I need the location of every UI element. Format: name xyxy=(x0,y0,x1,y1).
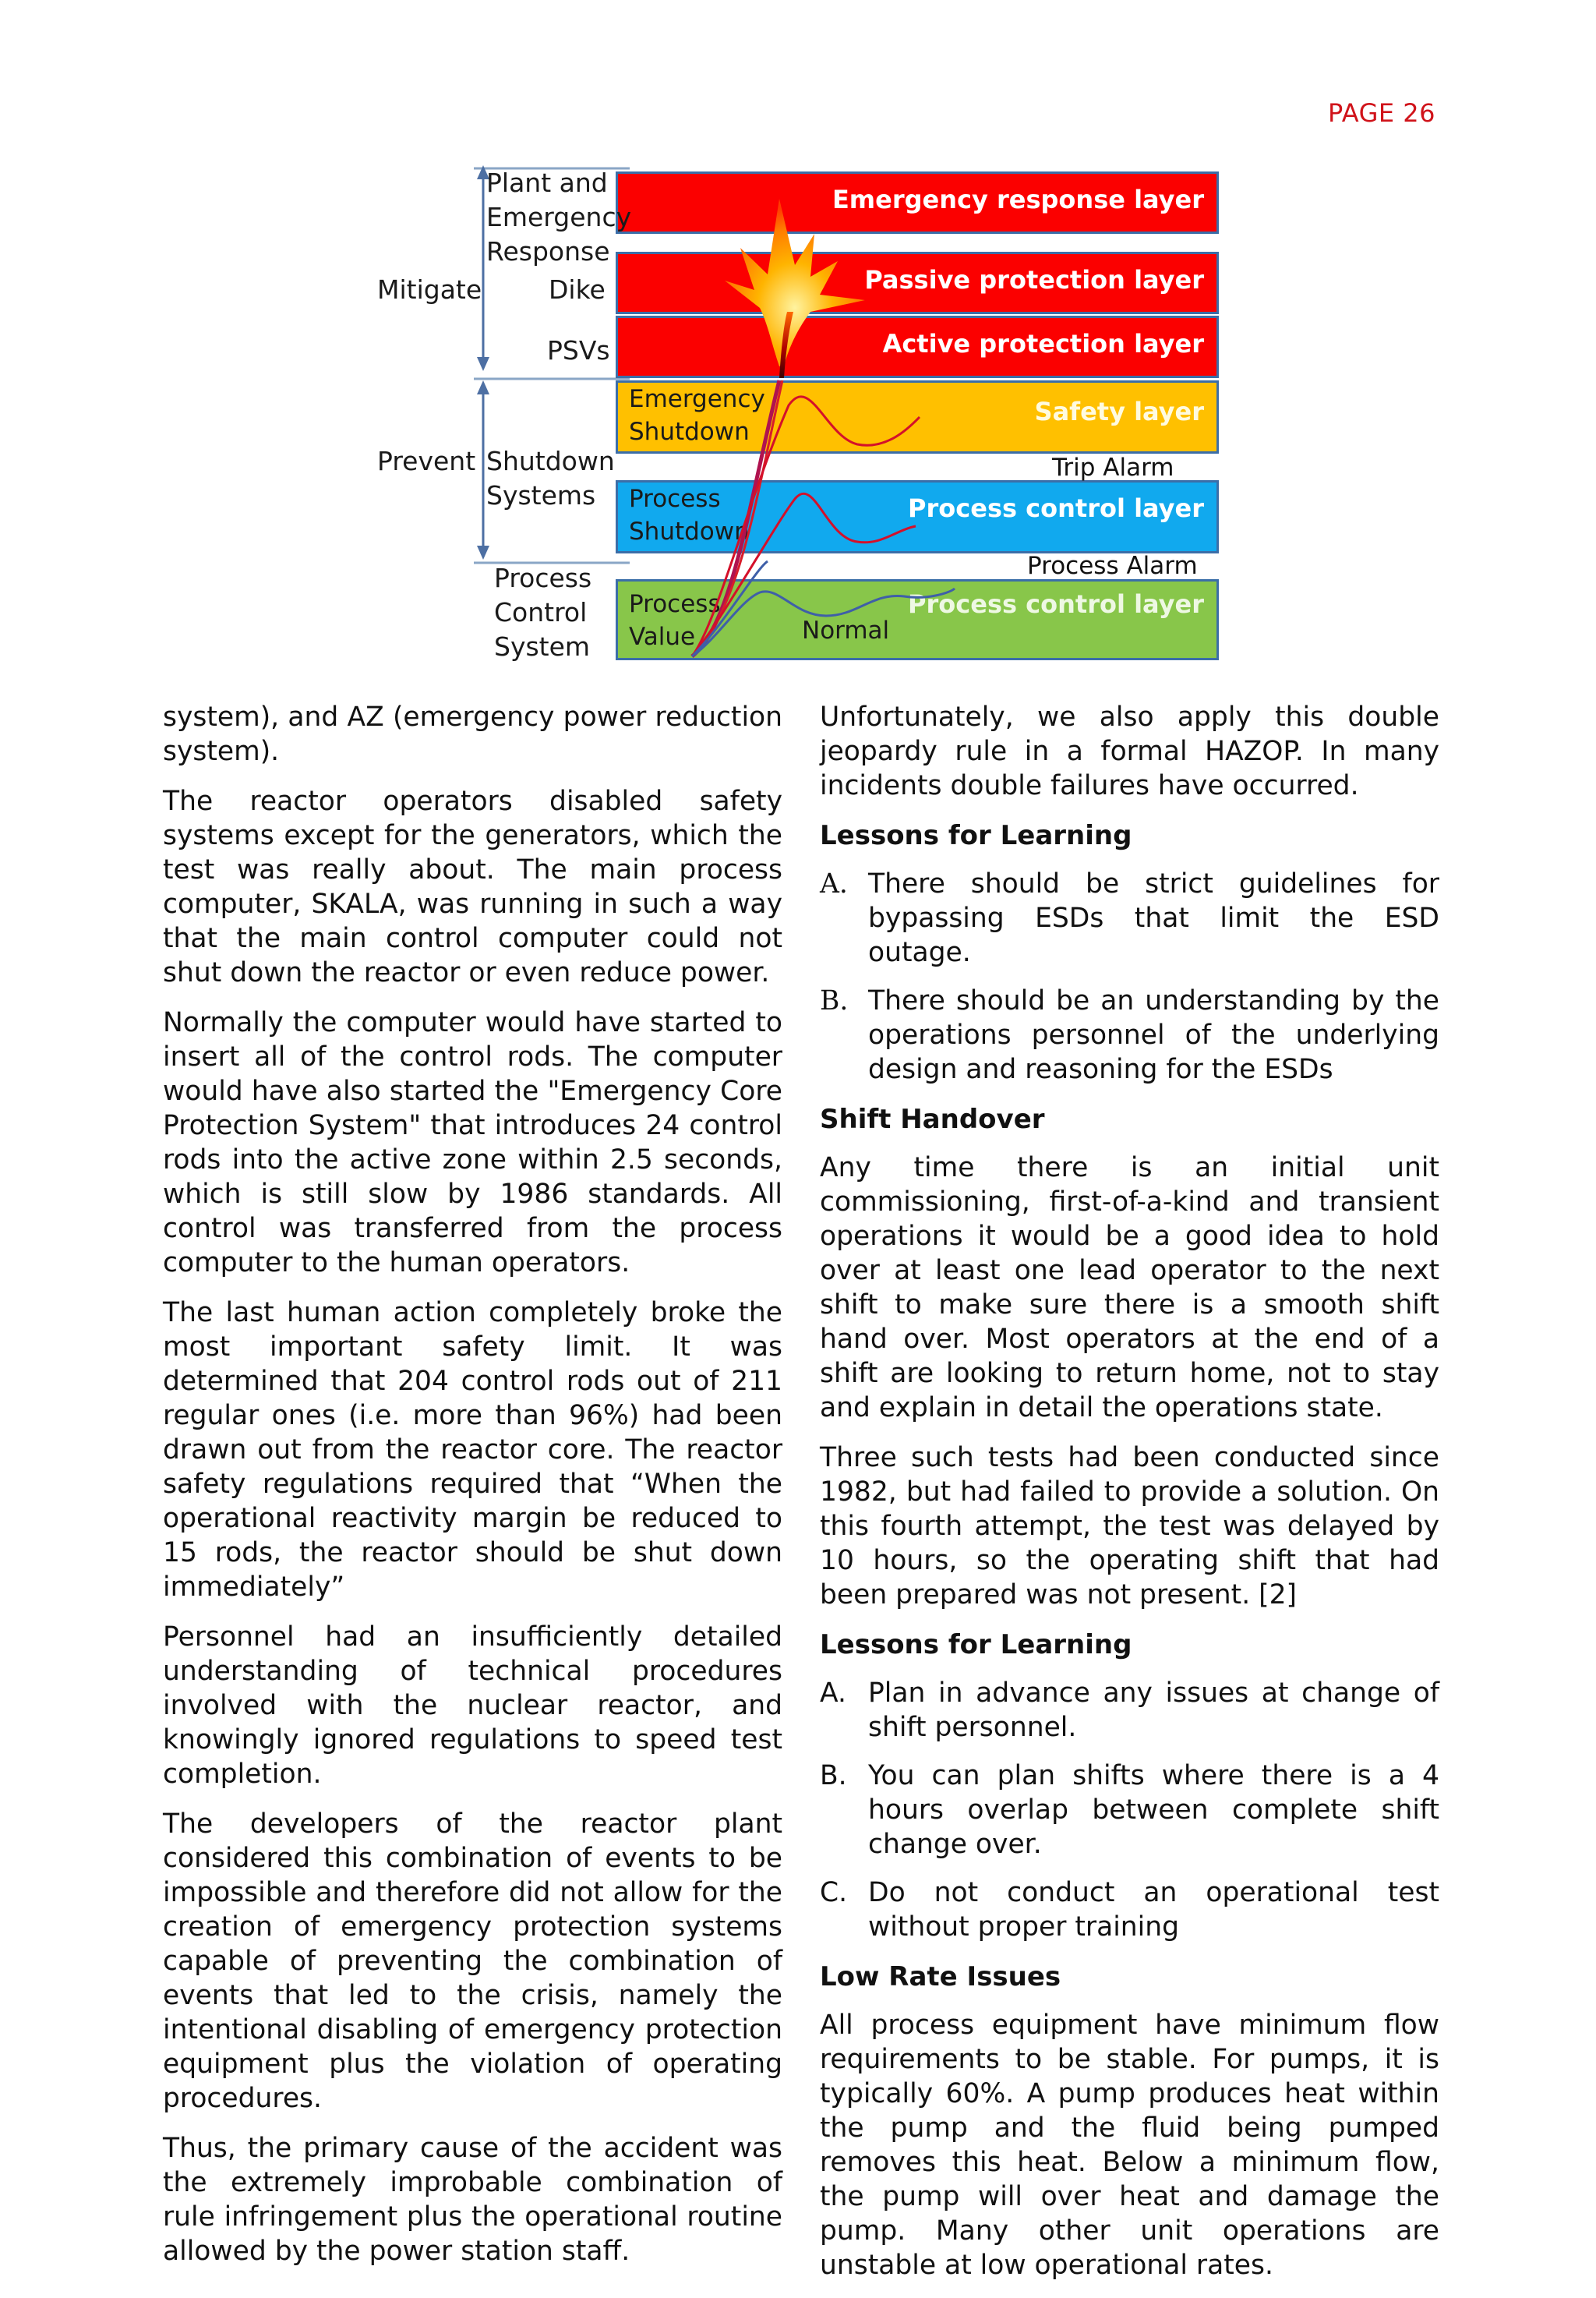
list-item: B. You can plan shifts where there is a 4 hours overlap between complete shift change over. xyxy=(820,1760,1439,1860)
paragraph: Thus, the primary cause of the accident was the extremely improbable combination of rule infringement plus the operational routine allowed by the power station staff. xyxy=(163,2133,782,2267)
emergency-shutdown-label: Emergency Shutdown xyxy=(629,385,765,446)
list-item: A. Plan in advance any issues at change of shift personnel. xyxy=(820,1678,1439,1743)
process-control-system-label: Process Control System xyxy=(494,563,592,662)
paragraph: All process equipment have minimum flow requirements to be stable. For pumps, it is typically 60%. A pump produces heat within the pump and the fluid being pumped removes this heat. Below a minimum flow, the pump will over heat and damage the pump. Many other unit operations are unstable at low operational rates. xyxy=(820,2010,1439,2281)
paragraph: Three such tests had been conducted since 1982, but had failed to provide a solution. On this fourth attempt, the test was delayed by 10 hours, so the operating shift that had been prepared was not present. [2] xyxy=(820,1442,1439,1610)
lessons-list-1 xyxy=(820,867,1439,1087)
paragraph: Personnel had an insufficiently detailed understanding of technical procedures involved with the nuclear reactor, and knowingly ignored regulations to speed test completion. xyxy=(163,1621,782,1790)
section-heading: Shift Handover xyxy=(820,1104,1045,1135)
psvs-label: PSVs xyxy=(547,335,610,366)
process-control-layer-label-1: Process control layer xyxy=(908,493,1204,523)
passive-protection-layer-label: Passive protection layer xyxy=(864,265,1204,295)
right-column xyxy=(820,700,1439,2298)
paragraph: Unfortunately, we also apply this double jeopardy rule in a formal HAZOP. In many incidents double failures have occurred. xyxy=(820,702,1439,801)
list-item: B. There should be an understanding by the operations personnel of the underlying design and reasoning for the ESDs xyxy=(820,985,1439,1085)
process-control-layer-label-2: Process control layer xyxy=(908,589,1204,619)
left-column xyxy=(163,700,782,2284)
normal-label: Normal xyxy=(802,617,890,645)
paragraph: The developers of the reactor plant considered this combination of events to be impossible and therefore did not allow for the creation of emergency protection systems capable of preventing the combination of events that led to the crisis, namely the intentional disabling of emergency protection equipment plus the violation of operating procedures. xyxy=(163,1808,782,2114)
plant-emergency-response-label: Plant and Emergency Response xyxy=(486,168,632,267)
layers-of-protection-diagram xyxy=(0,0,1596,686)
section-heading: Lessons for Learning xyxy=(820,1629,1132,1660)
safety-layer-label: Safety layer xyxy=(1034,397,1204,426)
section-heading: Low Rate Issues xyxy=(820,1961,1061,1992)
lessons-list-2 xyxy=(820,1676,1439,1944)
section-heading: Lessons for Learning xyxy=(820,820,1132,851)
paragraph: system), and AZ (emergency power reduction system). xyxy=(163,702,782,767)
process-value-label: Process Value xyxy=(629,590,721,651)
dike-label: Dike xyxy=(549,274,606,305)
paragraph: Normally the computer would have started to insert all of the control rods. The computer would have also started the "Emergency Core Protection System" that introduces 24 control rods into the active zone within 2.5 seconds, which is still slow by 1986 standards. All control was transferred from the process computer to the human operators. xyxy=(163,1007,782,1278)
process-alarm-label: Process Alarm xyxy=(1027,552,1198,580)
trip-alarm-label: Trip Alarm xyxy=(1052,454,1174,482)
process-shutdown-label: Process Shutdown xyxy=(629,485,750,546)
diagram-curves xyxy=(0,0,1596,686)
shutdown-systems-label: Shutdown Systems xyxy=(486,446,615,511)
emergency-response-layer-label: Emergency response layer xyxy=(832,185,1204,214)
page-number: PAGE 26 xyxy=(1328,98,1435,128)
paragraph: The last human action completely broke the most important safety limit. It was determined that 204 control rods out of 211 regular ones (i.e. more than 96%) had been drawn out from the reactor core. The reactor safety regulations required that “When the operational reactivity margin be reduced to 15 rods, the reactor should be shut down immediately” xyxy=(163,1297,782,1603)
paragraph: Any time there is an initial unit commissioning, first-of-a-kind and transient operations it would be a good idea to hold over at least one lead operator to the next shift to make sure there is a smooth shift hand over. Most operators at the end of a shift are looking to return home, not to stay and explain in detail the operations state. xyxy=(820,1152,1439,1423)
prevent-label: Prevent xyxy=(377,446,476,476)
list-item: A. There should be strict guidelines for bypassing ESDs that limit the ESD outage. xyxy=(820,868,1439,968)
explosion-burst xyxy=(725,199,865,366)
active-protection-layer-label: Active protection layer xyxy=(882,329,1204,359)
mitigate-label: Mitigate xyxy=(377,274,482,305)
list-item: C. Do not conduct an operational test without proper training xyxy=(820,1877,1439,1943)
paragraph: The reactor operators disabled safety systems except for the generators, which the test was really about. The main process computer, SKALA, was running in such a way that the main control computer could not shut down the reactor or even reduce power. xyxy=(163,786,782,988)
